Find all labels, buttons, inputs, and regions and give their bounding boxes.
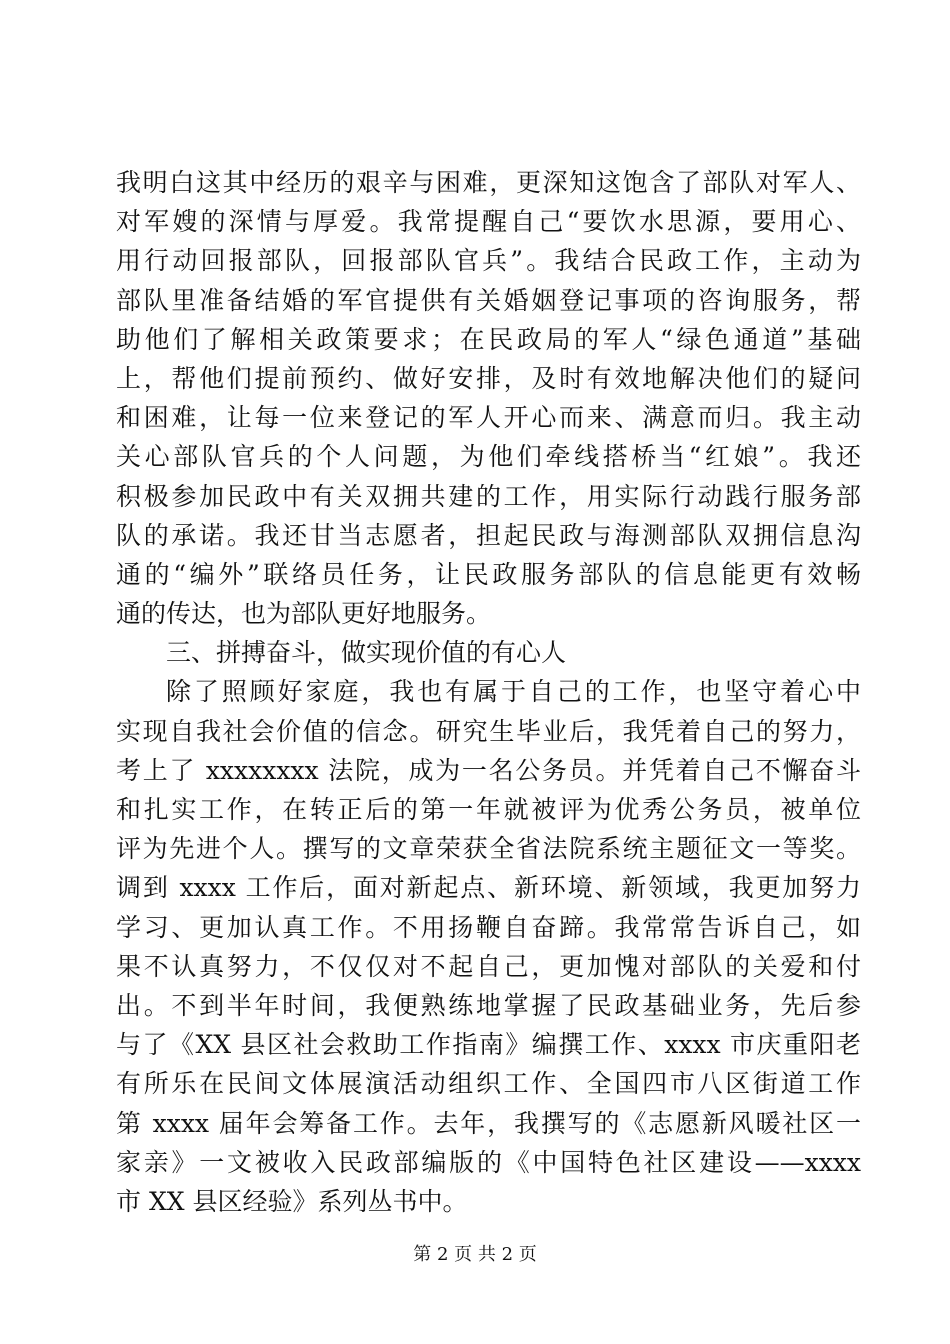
section-heading: 三、拼搏奋斗，做实现价值的有心人 xyxy=(166,638,567,668)
text-line: 学习、更加认真工作。不用扬鞭自奋蹄。我常常告诉自己，如 xyxy=(116,912,861,942)
text-line: 对军嫂的深情与厚爱。我常提醒自己“要饮水思源，要用心、 xyxy=(116,207,861,237)
text-line: 市 XX 县区经验》系列丛书中。 xyxy=(116,1186,468,1216)
text-line: 家亲》一文被收入民政部编版的《中国特色社区建设——xxxx xyxy=(116,1147,861,1177)
text-line: 有所乐在民间文体展演活动组织工作、全国四市八区街道工作 xyxy=(116,1069,861,1099)
text-line: 与了《XX 县区社会救助工作指南》编撰工作、xxxx 市庆重阳老 xyxy=(116,1030,861,1060)
text-line: 出。不到半年时间，我便熟练地掌握了民政基础业务，先后参 xyxy=(116,990,861,1020)
text-line: 通的传达，也为部队更好地服务。 xyxy=(116,599,492,629)
text-line: 助他们了解相关政策要求；在民政局的军人“绿色通道”基础 xyxy=(116,324,861,354)
text-line: 上，帮他们提前预约、做好安排，及时有效地解决他们的疑问 xyxy=(116,363,861,393)
document-body xyxy=(116,163,861,1221)
text-line: 我明白这其中经历的艰辛与困难，更深知这饱含了部队对军人、 xyxy=(116,168,861,197)
text-line: 考上了 xxxxxxxx 法院，成为一名公务员。并凭着自己不懈奋斗 xyxy=(116,755,861,785)
page-footer: 第 2 页 共 2 页 xyxy=(413,1244,537,1265)
text-line: 和扎实工作，在转正后的第一年就被评为优秀公务员，被单位 xyxy=(116,795,861,824)
text-line: 第 xxxx 届年会筹备工作。去年，我撰写的《志愿新风暖社区一 xyxy=(116,1108,861,1138)
text-line: 评为先进个人。撰写的文章荣获全省法院系统主题征文一等奖。 xyxy=(116,834,861,864)
text-line: 积极参加民政中有关双拥共建的工作，用实际行动践行服务部 xyxy=(116,481,861,511)
text-line: 调到 xxxx 工作后，面对新起点、新环境、新领域，我更加努力 xyxy=(116,873,861,903)
text-line: 部队里准备结婚的军官提供有关婚姻登记事项的咨询服务，帮 xyxy=(116,285,861,315)
text-line: 关心部队官兵的个人问题，为他们牵线搭桥当“红娘”。我还 xyxy=(116,442,861,472)
text-line: 通的“编外”联络员任务，让民政服务部队的信息能更有效畅 xyxy=(116,559,861,589)
text-line: 队的承诺。我还甘当志愿者，担起民政与海测部队双拥信息沟 xyxy=(116,520,861,550)
text-line: 和困难，让每一位来登记的军人开心而来、满意而归。我主动 xyxy=(116,403,861,433)
text-line: 用行动回报部队，回报部队官兵”。我结合民政工作，主动为 xyxy=(116,246,861,276)
paragraph-first-line: 除了照顾好家庭，我也有属于自己的工作，也坚守着心中 xyxy=(166,677,861,707)
text-line: 实现自我社会价值的信念。研究生毕业后，我凭着自己的努力， xyxy=(116,716,861,746)
text-line: 果不认真努力，不仅仅对不起自己，更加愧对部队的关爱和付 xyxy=(116,951,861,981)
